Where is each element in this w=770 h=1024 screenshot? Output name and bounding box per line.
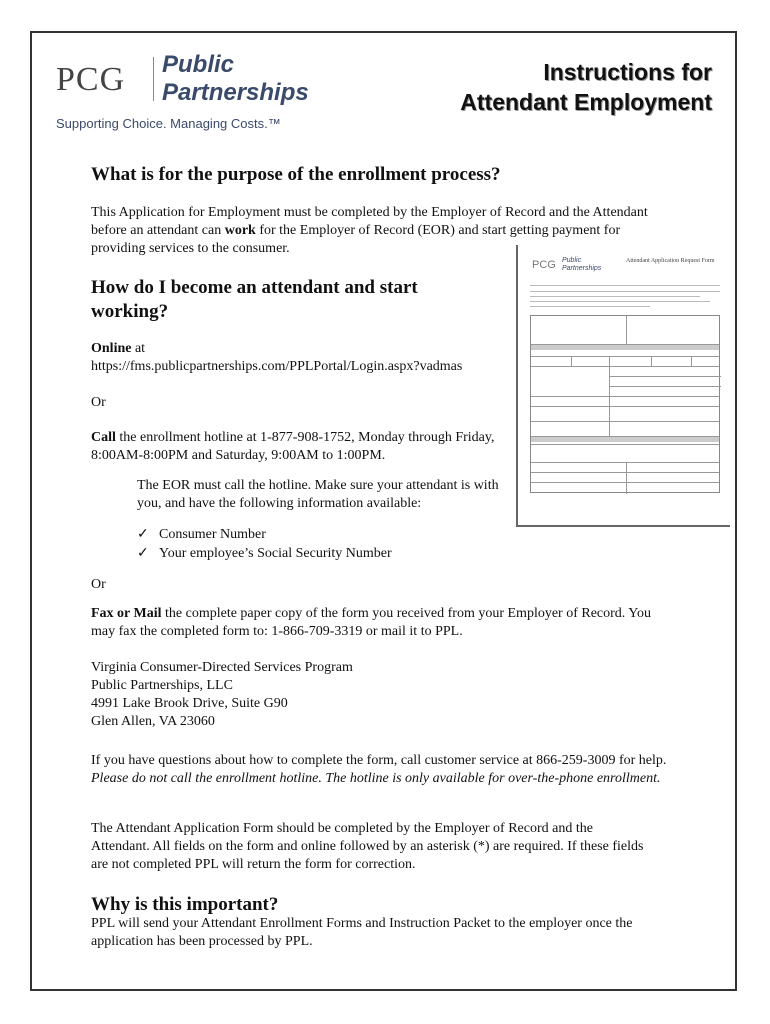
- portal-url[interactable]: https://fms.publicpartnerships.com/PPLPortal/Login.aspx?vadmas: [91, 359, 463, 374]
- why-important-heading: Why is this important?: [91, 894, 279, 915]
- thumb-logo: PCG: [532, 259, 556, 271]
- logo-pcg-text: PCG: [56, 61, 126, 98]
- mailing-address: Virginia Consumer-Directed Services Program Public Partnerships, LLC 4991 Lake Brook Drive, Suite G90 Glen Allen, VA 23060: [91, 660, 353, 729]
- list-item: ✓ Your employee’s Social Security Number: [137, 546, 392, 561]
- fax-mail-paragraph: Fax or Mail the complete paper copy of the form you received from your Employer of Record. You may fax the completed form to: 1-866-709-3319 or mail it to PPL.: [91, 606, 651, 639]
- logo-divider: [153, 57, 154, 101]
- list-item: ✓ Consumer Number: [137, 527, 266, 542]
- purpose-paragraph: This Application for Employment must be completed by the Employer of Record and the Attendant before an attendant can work for the Employer of Record (EOR) and start getting payment for providing services to the consumer.: [91, 205, 648, 256]
- become-attendant-heading: How do I become an attendant and start working?: [91, 277, 418, 322]
- why-important-paragraph: PPL will send your Attendant Enrollment Forms and Instruction Packet to the employer once the application has been processed by PPL.: [91, 916, 633, 949]
- purpose-heading: What is for the purpose of the enrollment process?: [91, 164, 501, 185]
- document-title: Instructions for Attendant Employment: [460, 59, 712, 115]
- application-form-thumbnail: [516, 245, 730, 527]
- questions-paragraph: If you have questions about how to complete the form, call customer service at 866-259-3009 for help. Please do not call the enrollment hotline. The hotline is only available for over-the-phone enrollment.: [91, 753, 667, 786]
- check-icon: ✓: [137, 546, 149, 561]
- logo-brand: Public Partnerships: [162, 51, 309, 106]
- pcg-logo: [56, 51, 326, 137]
- form-completion-paragraph: The Attendant Application Form should be completed by the Employer of Record and the Attendant. All fields on the form and online followed by an asterisk (*) are required. If these fields are not completed PPL will return the form for correction.: [91, 821, 644, 872]
- online-paragraph: Online at https://fms.publicpartnerships.com/PPLPortal/Login.aspx?vadmas: [91, 341, 463, 374]
- required-info-list: [137, 525, 392, 563]
- call-paragraph: Call the enrollment hotline at 1-877-908-1752, Monday through Friday, 8:00AM-8:00PM and Saturday, 9:00AM to 1:00PM.: [91, 430, 495, 463]
- thumb-brand: Public Partnerships: [562, 257, 602, 272]
- eor-paragraph: The EOR must call the hotline. Make sure your attendant is with you, and have the following information available:: [137, 478, 499, 511]
- thumb-form-title: Attendant Application Request Form: [626, 258, 715, 264]
- logo-tagline: Supporting Choice. Managing Costs.™: [56, 116, 281, 131]
- or-text-1: Or: [91, 395, 106, 410]
- check-icon: ✓: [137, 527, 149, 542]
- or-text-2: Or: [91, 577, 106, 592]
- thumb-form-grid: [530, 315, 720, 493]
